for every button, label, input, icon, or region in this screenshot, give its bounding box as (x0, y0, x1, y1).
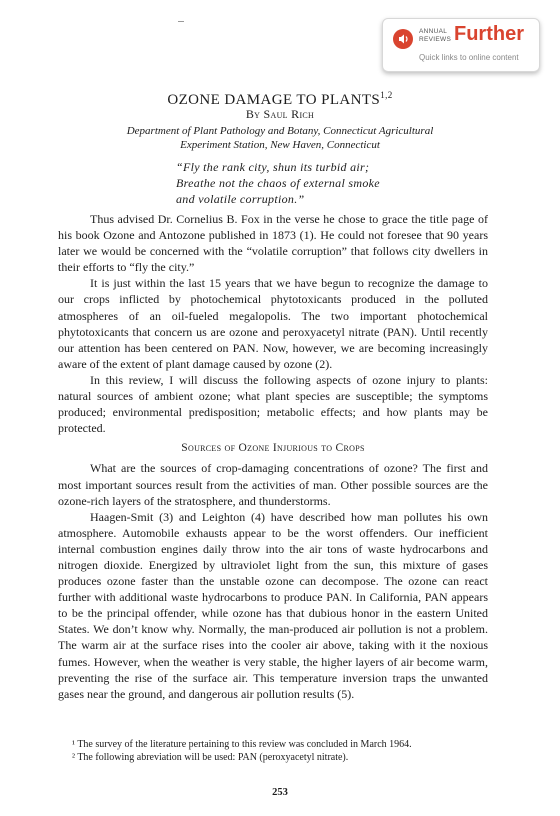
article-title (0, 86, 560, 109)
body-paragraph-5: Haagen-Smit (3) and Leighton (4) have described how man pollutes his own atmosphere. Automobile exhausts appear to be the worst offenders. Our inefficient internal combustion engines daily throw into the air tons of waste hydrocarbons and nitrogen dioxide. Energized by ultraviolet light from the sun, this mixture of gases produces ozone faster than the unstable ozone can decompose. The ozone can react further with additional waste hydrocarbons to produce PAN. In California, PAN appears to be the principal offender, while ozone has that dubious honor in the eastern United States. We don’t know why. Normally, the man-produced air pollution is not a problem. The warm air at the surface rises into the cooler air above, taking with it the noxious fumes. However, when the weather is very stable, the higher layers of air become warm, preventing the rise of the surface air. This temperature inversion traps the unwanted gases near the ground, and dangerous air pollution results (5). (58, 509, 488, 701)
badge-line-annual: ANNUAL (419, 28, 448, 35)
verse-line-2: Breathe not the chaos of external smoke (176, 176, 380, 190)
verse-line-3: and volatile corruption.” (176, 192, 305, 206)
page-number: 253 (272, 787, 288, 798)
badge-line-reviews: REVIEWS (419, 35, 452, 43)
badge-further-word: Further (454, 23, 524, 45)
footnote-2: ² The following abreviation will be used: PAN (peroxyacetyl nitrate). (72, 752, 349, 763)
body-paragraph-2: It is just within the last 15 years that we have begun to recognize the damage to our crops inflicted by photochemical phytotoxicants produced in the polluted atmospheres of an oil-fueled megalopolis. The two important photochemical phytotoxicants that concern us are ozone and peroxyacetyl nitrate (PAN). Until recently our attention has been centered on PAN. Now, however, we are becoming increasingly aware of the extent of plant damage caused by ozone (2). (58, 276, 488, 371)
verse-line-1: “Fly the rank city, shun its turbid air; (176, 160, 370, 174)
epigraph-verse (176, 159, 380, 207)
scan-mark (178, 21, 184, 22)
title-footnote-refs: 1,2 (380, 90, 393, 100)
badge-publisher-label (419, 28, 451, 43)
affiliation-line-2: Experiment Station, New Haven, Connecticut (180, 139, 380, 151)
footnote-1: ¹ The survey of the literature pertaining to this review was concluded in March 1964. (72, 739, 412, 750)
article-body (58, 211, 488, 702)
body-paragraph-1: Thus advised Dr. Cornelius B. Fox in the verse he chose to grace the title page of his book Ozone and Antozone published in 1873 (1). He could not foresee that 90 years later we would be concerned with the “volatile corruption” that follows city dwellers in their efforts to “fly the city.” (58, 212, 488, 275)
speaker-icon (393, 29, 413, 49)
body-paragraph-3: In this review, I will discuss the following aspects of ozone injury to plants: natural sources of ambient ozone; what plant species are susceptible; the symptoms produced; environmental predisposition; metabolic effects; and how plants may be protected. (58, 372, 488, 436)
affiliation-line-1: Department of Plant Pathology and Botany, Connecticut Agricultural (126, 125, 434, 137)
article-author: By Saul Rich (245, 107, 315, 121)
section-heading: Sources of Ozone Injurious to Crops (181, 442, 365, 455)
annual-reviews-further-badge[interactable] (382, 18, 540, 72)
footnotes (58, 738, 488, 764)
badge-subtitle: Quick links to online content (419, 53, 519, 62)
body-paragraph-4: What are the sources of crop-damaging concentrations of ozone? The first and most important sources result from the activities of man. Other possible sources are the ozone-rich layers of the stratosphere, and thunderstorms. (58, 461, 488, 508)
author-affiliation (0, 124, 560, 152)
article-title-text: OZONE DAMAGE TO PLANTS (167, 92, 381, 108)
